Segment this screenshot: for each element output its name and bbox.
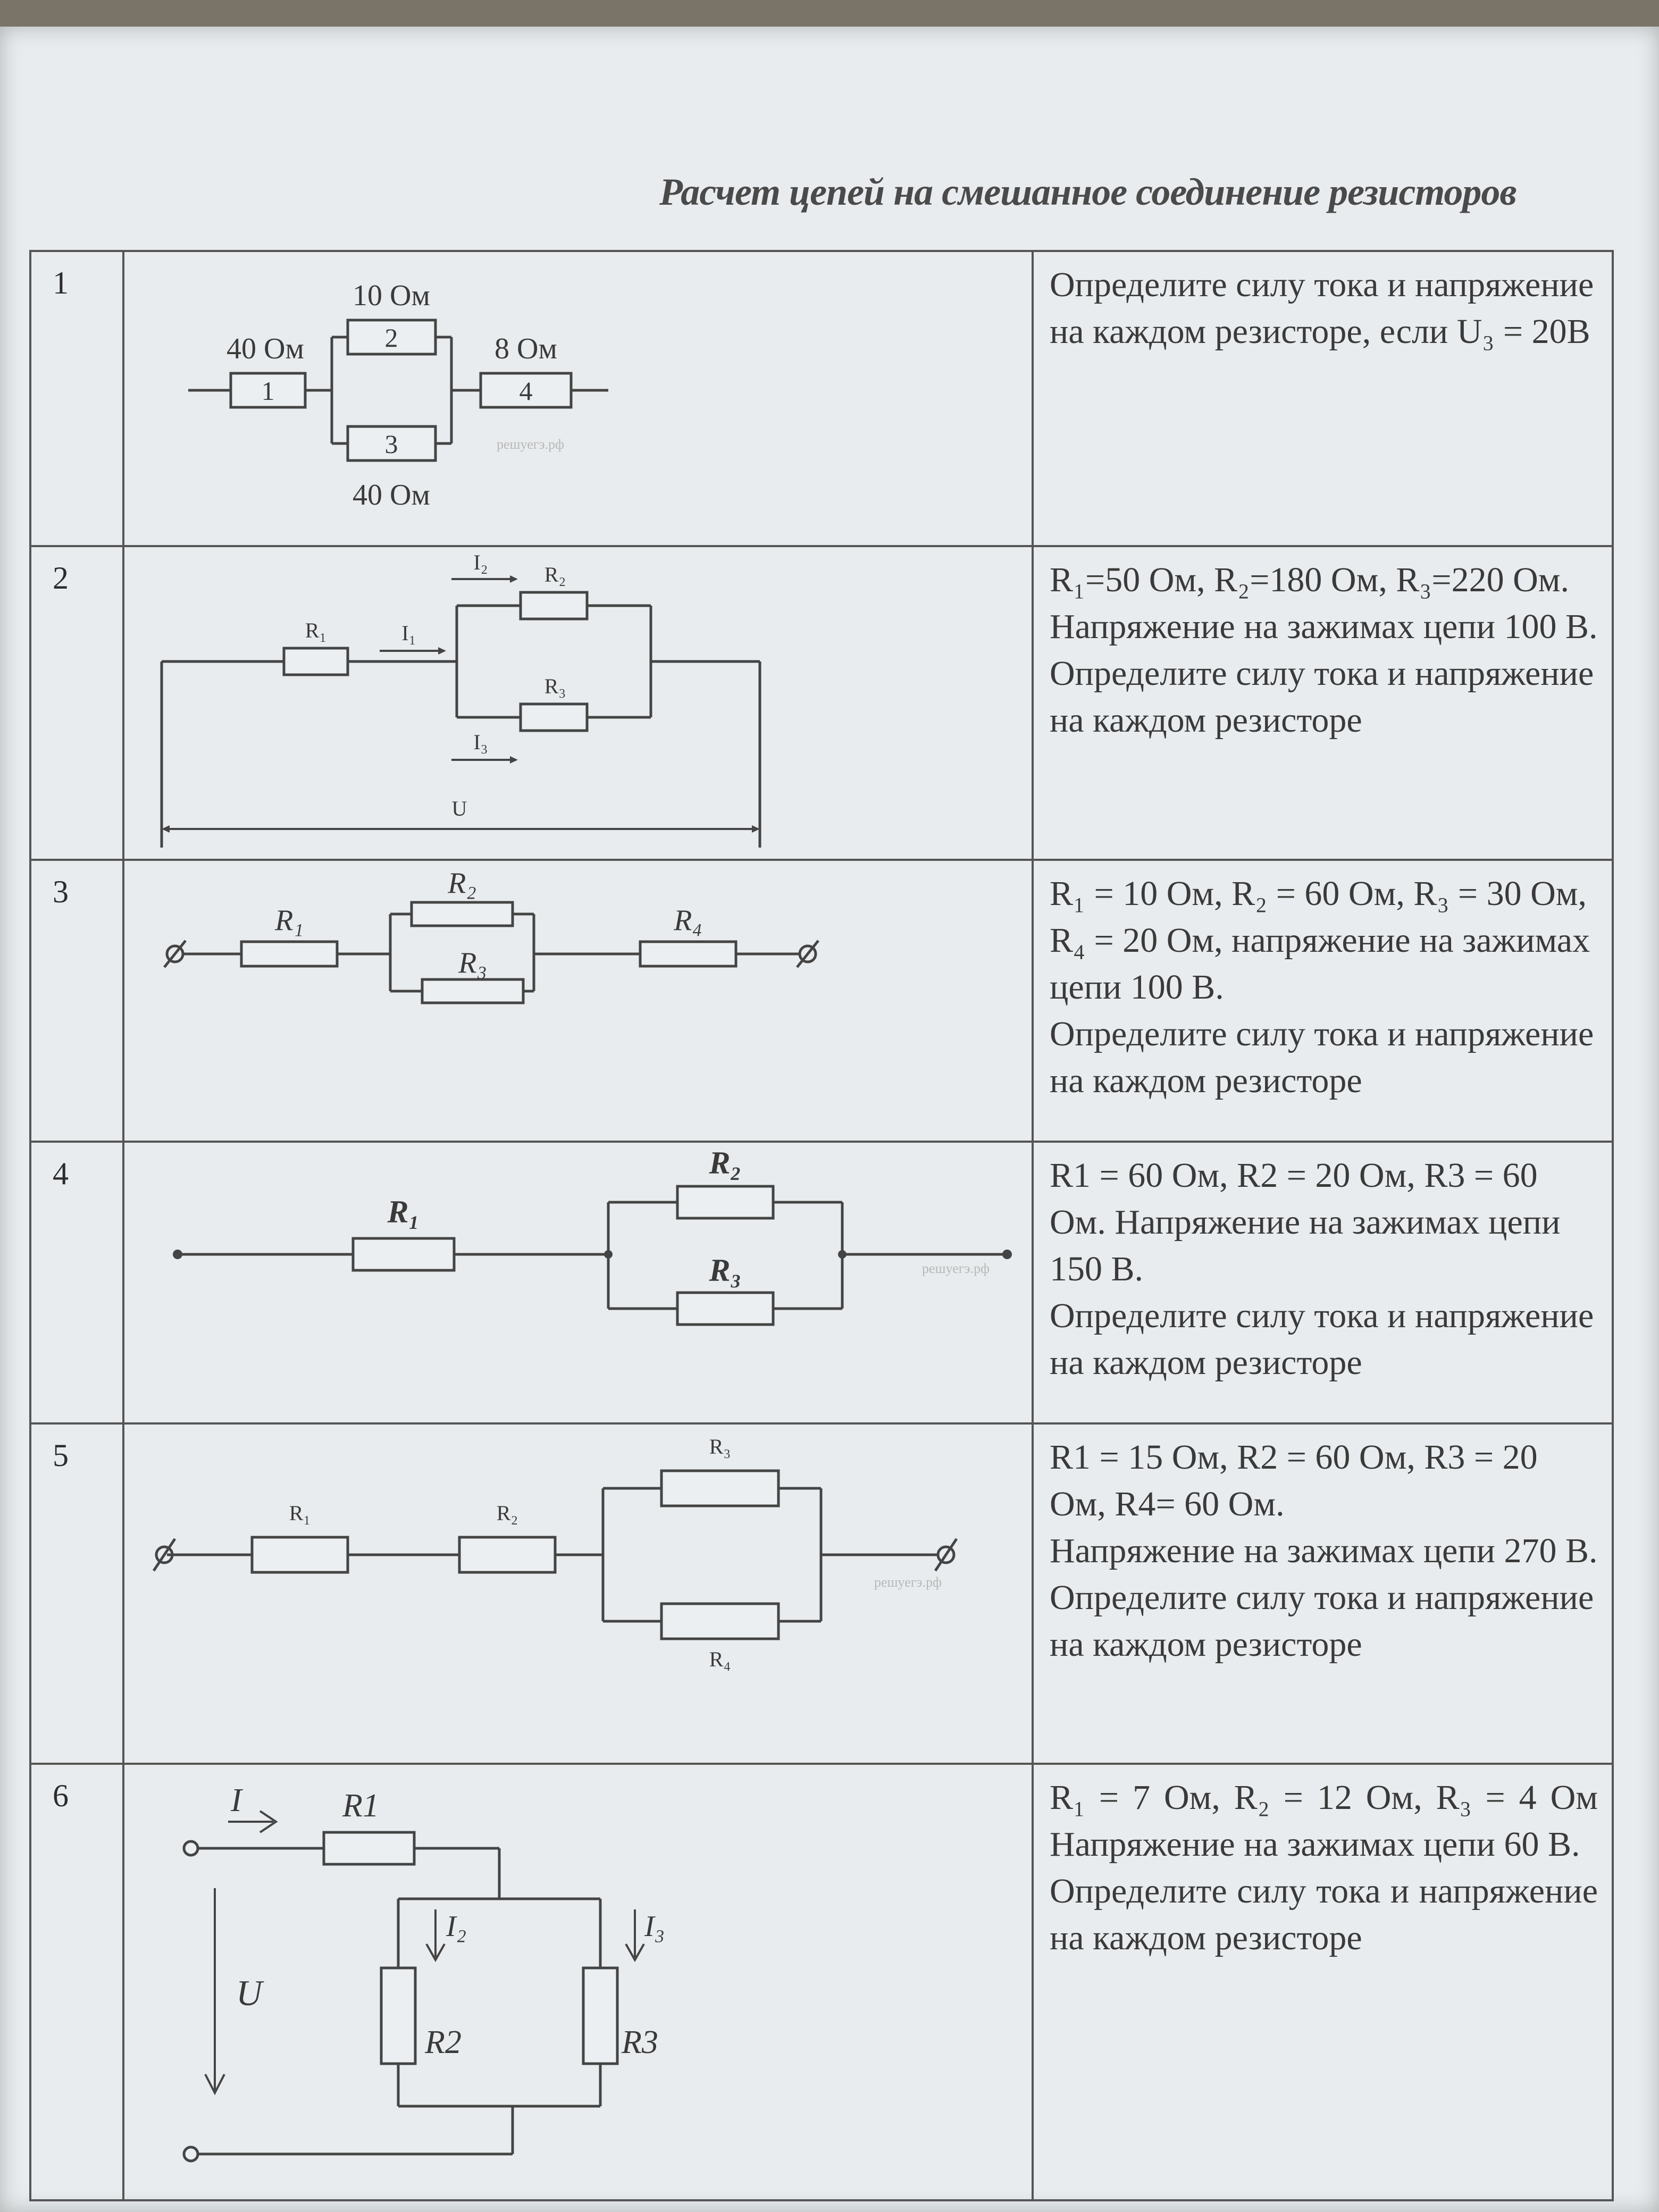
problem-row-3: [31, 861, 1612, 1143]
problem-number: 4: [31, 1143, 124, 1422]
voltage-label: U: [236, 1973, 263, 2013]
resistor-3-number: 3: [384, 429, 398, 459]
resistor-3: [677, 1293, 773, 1325]
resistor-3-label: R3: [622, 2024, 658, 2060]
problem-voltage: Напряжение на зажимах цепи 270 В.: [1050, 1531, 1598, 1570]
right-terminal: [1002, 1250, 1012, 1259]
resistor-1-label: R₁: [387, 1194, 420, 1229]
resistor-2-label: R₂: [496, 1501, 518, 1525]
problem-given: R1 = 15 Ом, R2 = 60 Ом, R3 = 20 Ом, R4= 60 Ом.: [1050, 1438, 1538, 1523]
current-arrow-i2: [426, 1909, 445, 1960]
resistor-2: [521, 592, 587, 619]
problem-text: [1034, 1765, 1614, 2199]
problem-number: 3: [31, 861, 124, 1141]
voltage-arrow: [162, 825, 760, 833]
problem-text: [1034, 547, 1614, 859]
left-terminal: [164, 941, 186, 967]
resistor-4: [640, 942, 736, 966]
resistor-3-label: R₃: [458, 946, 487, 979]
current-arrow-i3: [451, 756, 518, 764]
problem-text: [1034, 252, 1614, 545]
input-terminal: [184, 1841, 198, 1855]
resistor-1-label: R1: [342, 1788, 379, 1824]
resistor-3: [521, 704, 587, 731]
voltage-arrow: [205, 1888, 224, 2093]
resistor-4-number: 4: [519, 376, 533, 406]
resistor-3-label: R₃: [709, 1253, 742, 1288]
resistor-1-label: R₁: [275, 904, 304, 937]
current-i3-label: I₃: [644, 1910, 665, 1943]
resistor-2: [459, 1537, 555, 1572]
junction-node: [604, 1250, 613, 1259]
resistor-4-label: R₄: [674, 904, 702, 937]
resistor-1-number: 1: [261, 376, 275, 406]
paper-sheet: [0, 27, 1659, 2212]
problems-table: [29, 250, 1614, 2201]
current-arrow-i3: [626, 1909, 644, 1960]
resistor-3: [583, 1968, 617, 2064]
resistor-3: [661, 1471, 778, 1506]
resistor-3-value: 40 Ом: [353, 479, 430, 512]
left-terminal: [154, 1539, 175, 1571]
current-i2-label: I₂: [446, 1910, 467, 1943]
current-i-label: I: [231, 1782, 242, 1819]
resistor-2-label: R2: [425, 2024, 462, 2060]
circuit-diagram-3: [124, 861, 1034, 1141]
resistor-3-label: R₃: [544, 674, 566, 698]
resistor-2: [381, 1968, 415, 2064]
circuit-diagram-1: [124, 252, 1034, 545]
resistor-2-label: R₂: [448, 867, 476, 900]
resistor-2-label: R₂: [709, 1145, 742, 1180]
resistor-1: [353, 1238, 454, 1270]
problem-text: [1034, 1143, 1614, 1422]
resistor-2: [677, 1186, 773, 1218]
problem-task: Определите силу тока и напряжение на каждом резисторе: [1050, 1578, 1594, 1664]
problem-row-6: [31, 1765, 1612, 2199]
resistor-2-label: R₂: [544, 563, 566, 586]
problem-text: [1034, 861, 1614, 1141]
resistor-1: [324, 1832, 414, 1864]
page-title: Расчет цепей на смешанное соединение резисторов: [659, 171, 1516, 213]
problem-task: Определите силу тока и напряжение на каждом резисторе: [1050, 1872, 1598, 1957]
left-terminal: [173, 1250, 182, 1259]
current-i3-label: I₃: [473, 730, 488, 754]
problem-given: R₁ = 10 Ом, R₂ = 60 Ом, R₃ = 30 Ом, R₄ = 20 Ом, напряжение на зажимах цепи 100 В.: [1050, 874, 1590, 1007]
resistor-2-number: 2: [384, 323, 398, 353]
junction-node: [838, 1250, 847, 1259]
problem-number: 1: [31, 252, 124, 545]
problem-task: Определите силу тока и напряжение на каждом резисторе: [1050, 1015, 1594, 1100]
resistor-2: [412, 902, 513, 926]
problem-text: [1034, 1425, 1614, 1763]
circuit-diagram-5: [124, 1425, 1034, 1763]
current-arrow-i1: [380, 647, 446, 655]
resistor-4-label: R₄: [709, 1647, 731, 1671]
problem-number: 6: [31, 1765, 124, 2199]
resistor-1: [241, 942, 337, 966]
problem-task: Определите силу тока и напряжение на каждом резисторе: [1050, 654, 1594, 740]
circuit-diagram-2: [124, 547, 1034, 859]
resistor-1: [284, 648, 348, 675]
problem-row-2: [31, 547, 1612, 861]
voltage-label: U: [451, 797, 467, 820]
problem-row-4: [31, 1143, 1612, 1425]
problem-task: Определите силу тока и напряжение на каждом резисторе, если U₃ = 20В: [1050, 265, 1594, 351]
circuit-diagram-4: [124, 1143, 1034, 1422]
circuit-diagram-6: [124, 1765, 1034, 2199]
problem-task: Определите силу тока и напряжение на каждом резисторе: [1050, 1296, 1594, 1382]
watermark: решуегэ.рф: [874, 1574, 942, 1590]
watermark: решуегэ.рф: [497, 437, 564, 452]
problem-given: R₁=50 Ом, R₂=180 Ом, R₃=220 Ом. Напряжение на зажимах цепи 100 В.: [1050, 560, 1598, 646]
current-i1-label: I₁: [401, 621, 416, 645]
resistor-4-value: 8 Ом: [495, 332, 557, 365]
resistor-4: [661, 1604, 778, 1639]
resistor-1: [252, 1537, 348, 1572]
right-terminal: [797, 941, 818, 967]
resistor-1-label: R₁: [305, 618, 327, 642]
right-terminal: [935, 1539, 957, 1571]
output-terminal: [184, 2147, 198, 2161]
resistor-1-value: 40 Ом: [227, 332, 304, 365]
problem-row-1: [31, 252, 1612, 547]
circuit-wires: [178, 1202, 1007, 1309]
problem-number: 5: [31, 1425, 124, 1763]
resistor-3-label: R₃: [709, 1435, 731, 1459]
resistor-1-label: R₁: [289, 1501, 311, 1525]
current-arrow-i2: [451, 575, 518, 583]
resistor-3: [422, 979, 523, 1003]
resistor-2-value: 10 Ом: [353, 279, 430, 312]
problem-number: 2: [31, 547, 124, 859]
problem-given: R1 = 60 Ом, R2 = 20 Ом, R3 = 60 Ом. Напряжение на зажимах цепи 150 В.: [1050, 1156, 1561, 1288]
watermark: решуегэ.рф: [922, 1261, 990, 1276]
current-i2-label: I₂: [473, 550, 488, 574]
problem-row-5: [31, 1425, 1612, 1765]
problem-given: R₁ = 7 Ом, R₂ = 12 Ом, R₃ = 4 Ом Напряжение на зажимах цепи 60 В.: [1050, 1778, 1598, 1864]
